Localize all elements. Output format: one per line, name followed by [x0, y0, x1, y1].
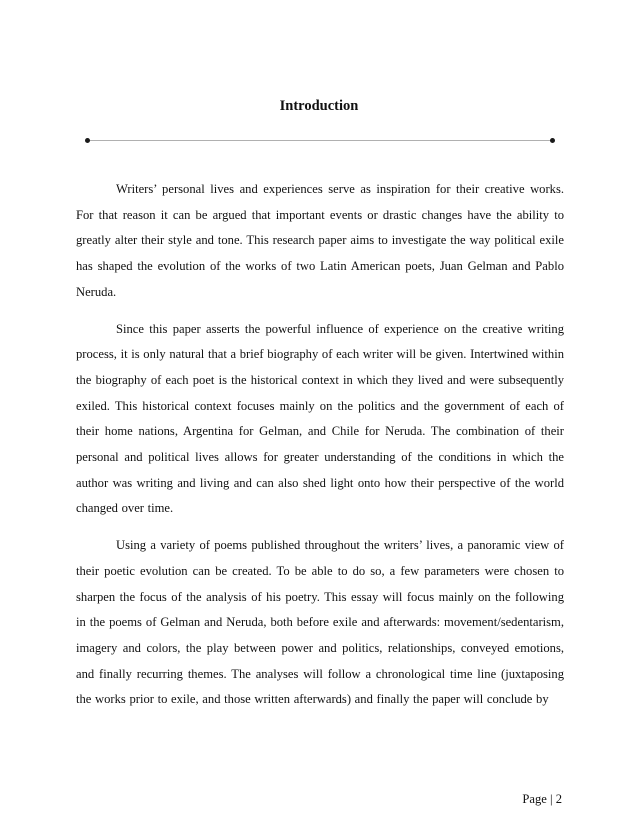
divider-right-dot: [550, 138, 555, 143]
divider-left-dot: [85, 138, 90, 143]
page-title: Introduction: [279, 98, 359, 114]
paragraph-1: Writers’ personal lives and experiences serve as inspiration for their creative works. For that reason it can be argued that important events or drastic changes have the ability to greatly alter their style and tone. This research paper aims to investigate the way political exile has shaped the evolution of the works of two Latin American poets, Juan Gelman and Pablo Neruda.: [76, 182, 564, 299]
paragraph-3: Using a variety of poems published throughout the writers’ lives, a panoramic view of their poetic evolution can be created. To be able to do so, a few parameters were chosen to sharpen the focus of the analysis of his poetry. This essay will focus mainly on the following in the poems of Gelman and Neruda, both before exile and afterwards: movement/sedentarism, imagery and colors, the play between power and politics, relationships, conveyed emotions, and finally recurring themes. The analyses will follow a chronological time line (juxtaposing the works prior to exile, and those written afterwards) and finally the paper will conclude by: [76, 538, 564, 707]
title-divider: [88, 140, 553, 141]
body-text: [76, 177, 564, 724]
paragraph-2: Since this paper asserts the powerful influence of experience on the creative writing process, it is only natural that a brief biography of each writer will be given. Intertwined within the biography of each poet is the historical context in which they lived and were subsequently exiled. This historical context focuses mainly on the politics and the government of each of their home nations, Argentina for Gelman, and Chile for Neruda. The combination of their personal and political lives allows for greater understanding of the conditions in which the author was writing and living and can also shed light onto how their perspective of the world changed over time.: [76, 321, 564, 516]
page-number: Page | 2: [522, 792, 562, 806]
